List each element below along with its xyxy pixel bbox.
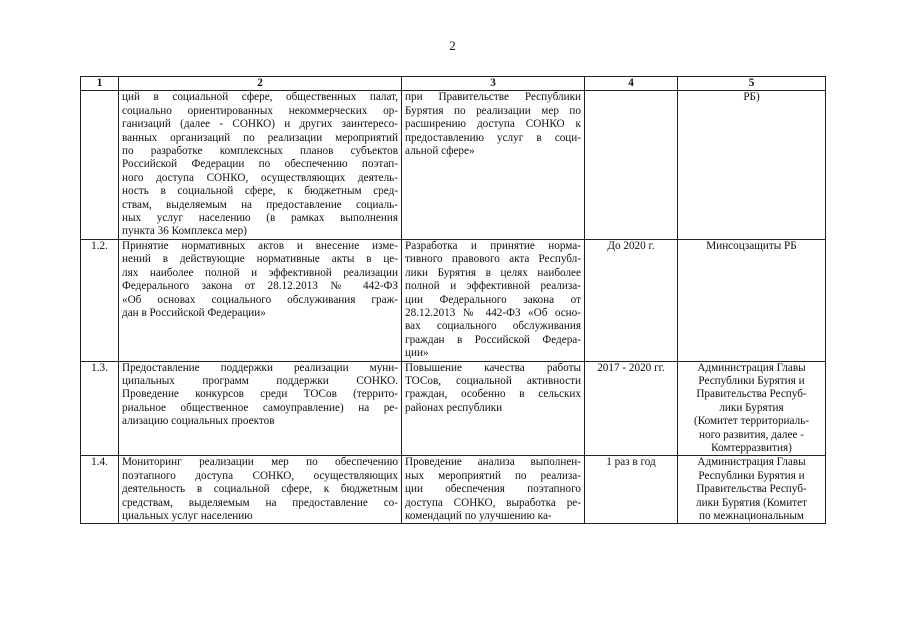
cell-responsible: [678, 91, 826, 239]
cell-measure: [119, 239, 402, 361]
table-row: [81, 361, 826, 456]
cell-responsible: [678, 361, 826, 456]
cell-line: полной и эффективной реализа-: [405, 280, 581, 293]
cell-line: лики Бурятия в целях наиболее: [405, 266, 581, 279]
cell-line: социально ориентированных некоммерческих ор-: [122, 104, 398, 117]
cell-line: ганизаций (далее - СОНКО) и других заинтересо-: [122, 118, 398, 131]
cell-result: [402, 239, 585, 361]
cell-line: лях наиболее полной и эффективной реализации: [122, 266, 398, 279]
cell-line: ствам, выделяемым на предоставление социаль-: [122, 198, 398, 211]
cell-line: Республики Бурятия и: [698, 374, 805, 387]
cell-line: ванных организаций по реализации мероприятий: [122, 131, 398, 144]
cell-responsible: [678, 239, 826, 361]
measures-table: [80, 76, 826, 524]
cell-line: Бурятия по реализации мер по: [405, 104, 581, 117]
cell-number: 1.4.: [81, 456, 119, 524]
cell-line: Проведение конкурсов среди ТОСов (террито-: [122, 388, 398, 401]
cell-line: комендаций по улучшению ка-: [405, 510, 552, 522]
cell-line: Разработка и принятие норма-: [405, 239, 581, 252]
cell-number: [81, 91, 119, 239]
cell-line: лики Бурятия: [719, 401, 784, 414]
cell-line: ализацию социальных проектов: [122, 415, 275, 428]
cell-line: доступа СОНКО, выработка ре-: [405, 496, 581, 509]
header-col-4: 4: [585, 77, 678, 91]
cell-line: ного доступа СОНКО, осуществляющих деятель-: [122, 171, 398, 184]
header-col-3: 3: [402, 77, 585, 91]
cell-line: Администрация Главы: [697, 456, 806, 469]
cell-line: поэтапного доступа СОНКО, осуществляющих: [122, 469, 398, 482]
page-number: 2: [449, 38, 456, 53]
cell-number: 1.2.: [81, 239, 119, 361]
header-col-1: 1: [81, 77, 119, 91]
cell-line: районах республики: [405, 401, 503, 414]
cell-line: лики Бурятия (Комитет: [696, 496, 807, 509]
table-row: [81, 456, 826, 524]
table-header-row: [81, 77, 826, 91]
cell-line: дан в Российской Федерации»: [122, 306, 266, 319]
cell-line: при Правительстве Республики: [405, 91, 581, 104]
cell-line: риальное общественное самоуправление) на ре-: [122, 401, 398, 414]
cell-line: Минсоцзащиты РБ: [706, 239, 797, 252]
cell-line: Федерального закона от 28.12.2013 № 442-ФЗ: [122, 280, 398, 293]
table-row: [81, 91, 826, 239]
cell-line: ность в социальной сфере, к бюджетным сред-: [122, 185, 398, 198]
table-row: [81, 239, 826, 361]
cell-line: «Об основах социального обслуживания граж-: [122, 293, 398, 306]
cell-line: Принятие нормативных актов и внесение изме-: [122, 239, 398, 252]
cell-result: [402, 91, 585, 239]
cell-responsible: [678, 456, 826, 524]
cell-line: Российской Федерации по обеспечению поэтап-: [122, 158, 398, 171]
cell-line: тивного правового акта Республ-: [405, 253, 581, 266]
cell-line: средствам, выделяемым на предоставление со-: [122, 496, 398, 509]
cell-line: деятельность в социальной сфере, к бюджетным: [122, 483, 398, 496]
cell-measure: [119, 361, 402, 456]
cell-line: Мониторинг реализации мер по обеспечению: [122, 456, 398, 469]
cell-line: ных мероприятий по реализа-: [405, 469, 581, 482]
cell-line: предоставлению услуг в соци-: [405, 131, 581, 144]
cell-line: (Комитет территориаль-: [693, 415, 810, 428]
cell-measure: [119, 456, 402, 524]
cell-line: Правительства Респуб-: [696, 388, 807, 401]
header-col-5: 5: [678, 77, 826, 91]
cell-line: Проведение анализа выполнен-: [405, 456, 581, 469]
cell-result: [402, 361, 585, 456]
cell-line: альной сфере»: [405, 145, 475, 158]
cell-line: пункта 36 Комплекса мер): [122, 225, 247, 238]
cell-line: ции»: [405, 347, 429, 360]
cell-line: Комтерразвития): [711, 441, 792, 454]
cell-number: 1.3.: [81, 361, 119, 456]
cell-line: ТОСов, социальной активности: [405, 374, 581, 387]
cell-line: ции обеспечения поэтапного: [405, 483, 581, 496]
cell-line: 1 раз в год: [606, 456, 656, 469]
cell-line: Правительства Респуб-: [696, 483, 807, 496]
cell-line: ципальных программ поддержки СОНКО.: [122, 374, 398, 387]
cell-line: ций в социальной сфере, общественных палат,: [122, 91, 398, 104]
cell-line: ного развития, далее -: [699, 428, 804, 441]
cell-line: граждан, особенно в сельских: [405, 388, 581, 401]
cell-deadline: [585, 91, 678, 239]
cell-deadline: [585, 456, 678, 524]
cell-line: по межнациональным: [699, 510, 804, 522]
cell-line: вах социального обслуживания: [405, 320, 581, 333]
cell-line: граждан в Российской Федера-: [405, 333, 581, 346]
cell-line: Республики Бурятия и: [698, 469, 805, 482]
cell-line: 28.12.2013 № 442-ФЗ «Об осно-: [405, 306, 581, 319]
cell-line: по разработке комплексных планов субъектов: [122, 145, 398, 158]
cell-line: ных услуг населению (в рамках выполнения: [122, 212, 398, 225]
cell-line: Предоставление поддержки реализации муни-: [122, 361, 398, 374]
cell-line: 2017 - 2020 гг.: [597, 361, 665, 374]
cell-measure: [119, 91, 402, 239]
cell-line: расширению доступа СОНКО к: [405, 118, 581, 131]
cell-line: Администрация Главы: [697, 361, 806, 374]
cell-line: нений в действующие нормативные акты в це-: [122, 253, 398, 266]
cell-deadline: [585, 239, 678, 361]
cell-line: циальных услуг населению: [122, 510, 253, 522]
header-col-2: 2: [119, 77, 402, 91]
cell-line: ции Федерального закона от: [405, 293, 581, 306]
cell-result: [402, 456, 585, 524]
cell-line: Повышение качества работы: [405, 361, 581, 374]
cell-line: До 2020 г.: [607, 239, 655, 252]
cell-line: РБ): [743, 91, 760, 104]
cell-deadline: [585, 361, 678, 456]
